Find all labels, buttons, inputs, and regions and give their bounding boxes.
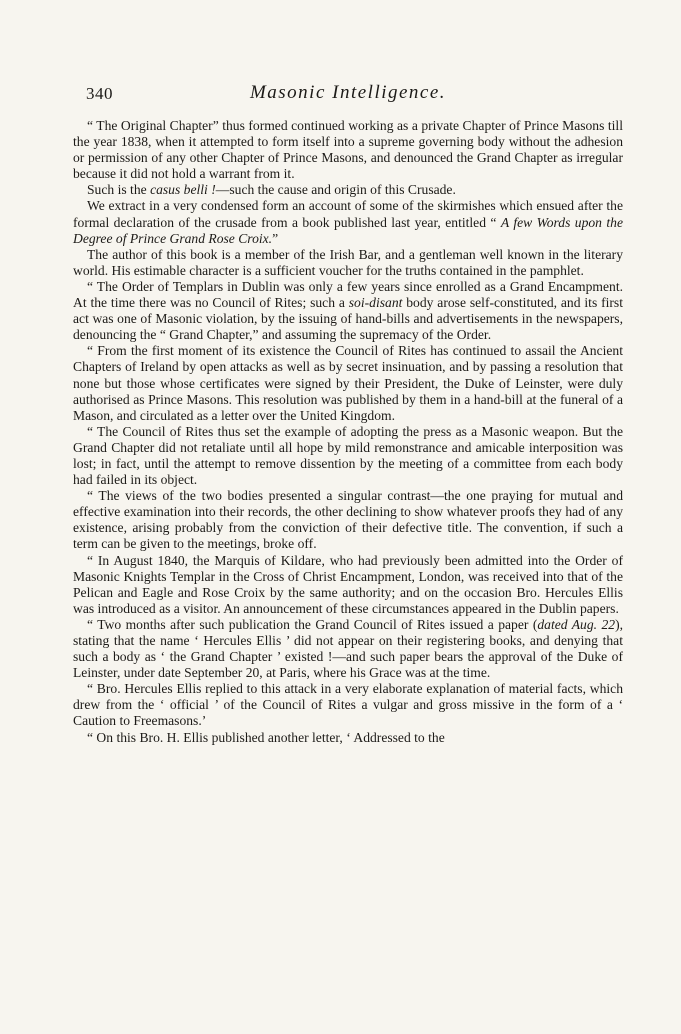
paragraph <box>73 182 623 198</box>
italic-text: A few Words upon the Degree of Prince Grand Rose Croix. <box>73 214 624 246</box>
paragraph <box>73 198 623 246</box>
text-run: “ The Council of Rites thus set the example of adopting the press as a Masonic weapon. But the Grand Chapter did not retaliate until all hope by mild remonstrance and amicable interposition was lost; in fact, until the attempt to remove dissention by the meeting of a committee from each body had failed in its object. <box>73 423 623 488</box>
paragraph <box>73 343 623 423</box>
paragraph <box>73 118 623 182</box>
page-header <box>73 84 623 118</box>
text-run: “ Two months after such publication the Grand Council of Rites issued a paper ( <box>87 616 538 632</box>
text-run: “ In August 1840, the Marquis of Kildare, who had previously been admitted into the Order of Masonic Knights Templar in the Cross of Christ Encampment, London, was received into that of the Pelican and Eagle and Rose Croix by the same authority; and on the occasion Bro. Hercules Ellis was introduced as a visitor. An announcement of these circumstances appeared in the Dublin papers. <box>73 552 623 616</box>
paragraph <box>73 553 623 617</box>
italic-text: dated Aug. 22 <box>537 616 616 632</box>
italic-text: soi-disant <box>348 295 403 311</box>
text-run: “ The views of the two bodies presented a singular contrast—the one praying for mutual and effective examination into their records, the other declining to show whatever proofs they had of any existence, arising probably from the conviction of their defective title. The convention, if such a term can be given to the meetings, broke off. <box>73 488 623 552</box>
text-run: ), stating that the name ‘ Hercules Ellis ’ did not appear on their registering books, and denying that such a body as ‘ the Grand Chapter ’ existed !—and such paper bears the approval of the Duke of Leinster, under date September 20, at Paris, where his Grace was at the time. <box>73 616 623 681</box>
paragraph <box>73 681 623 729</box>
paragraph <box>73 617 623 681</box>
text-run: —such the cause and origin of this Crusade. <box>215 182 456 198</box>
text-run: “ From the first moment of its existence the Council of Rites has continued to assail the Ancient Chapters of Ireland by open attacks as well as by secret insinuation, and by passing a resolution that none but those whose certificates were signed by their President, the Duke of Leinster, were duly authorised as Prince Masons. This resolution was published by them in a hand-bill at the funeral of a Mason, and circulated as a letter over the United Kingdom. <box>73 343 623 423</box>
paragraph <box>73 730 623 746</box>
italic-text: casus belli ! <box>150 182 216 198</box>
paragraph <box>73 424 623 488</box>
text-run: We extract in a very condensed form an account of some of the skirmishes which ensued after the formal declaration of the crusade from a book published last year, entitled “ <box>73 198 623 230</box>
body-text <box>73 118 623 746</box>
text-run: “ The Order of Templars in Dublin was only a few years since enrolled as a Grand Encampment. At the time there was no Council of Rites; such a <box>73 278 623 311</box>
text-run: “ Bro. Hercules Ellis replied to this attack in a very elaborate explanation of material facts, which drew from the ‘ official ’ of the Council of Rites a vulgar and gross missive in the form of a ‘ Caution to Freemasons.’ <box>73 681 623 729</box>
text-run: Such is the <box>87 182 151 198</box>
page-number: 340 <box>86 84 113 103</box>
text-run: “ On this Bro. H. Ellis published another letter, ‘ Addressed to the <box>87 729 445 745</box>
running-title: Masonic Intelligence. <box>249 82 447 103</box>
text-run: body arose self-constituted, and its first act was one of Masonic violation, by the issuing of hand-bills and advertisements in the newspapers, denouncing the “ Grand Chapter,” and assuming the supremacy of the Order. <box>73 295 623 343</box>
paragraph <box>73 279 623 343</box>
text-run: ” <box>272 230 279 246</box>
paragraph <box>73 247 623 279</box>
text-run: The author of this book is a member of the Irish Bar, and a gentleman well known in the literary world. His estimable character is a sufficient voucher for the truths contained in the pamphlet. <box>73 246 623 278</box>
paragraph <box>73 488 623 552</box>
text-run: “ The Original Chapter” thus formed continued working as a private Chapter of Prince Masons till the year 1838, when it attempted to form itself into a supreme governing body without the adhesion or permission of any other Chapter of Prince Masons, and denounced the Grand Chapter as irregular because it did not hold a warrant from it. <box>73 118 623 182</box>
